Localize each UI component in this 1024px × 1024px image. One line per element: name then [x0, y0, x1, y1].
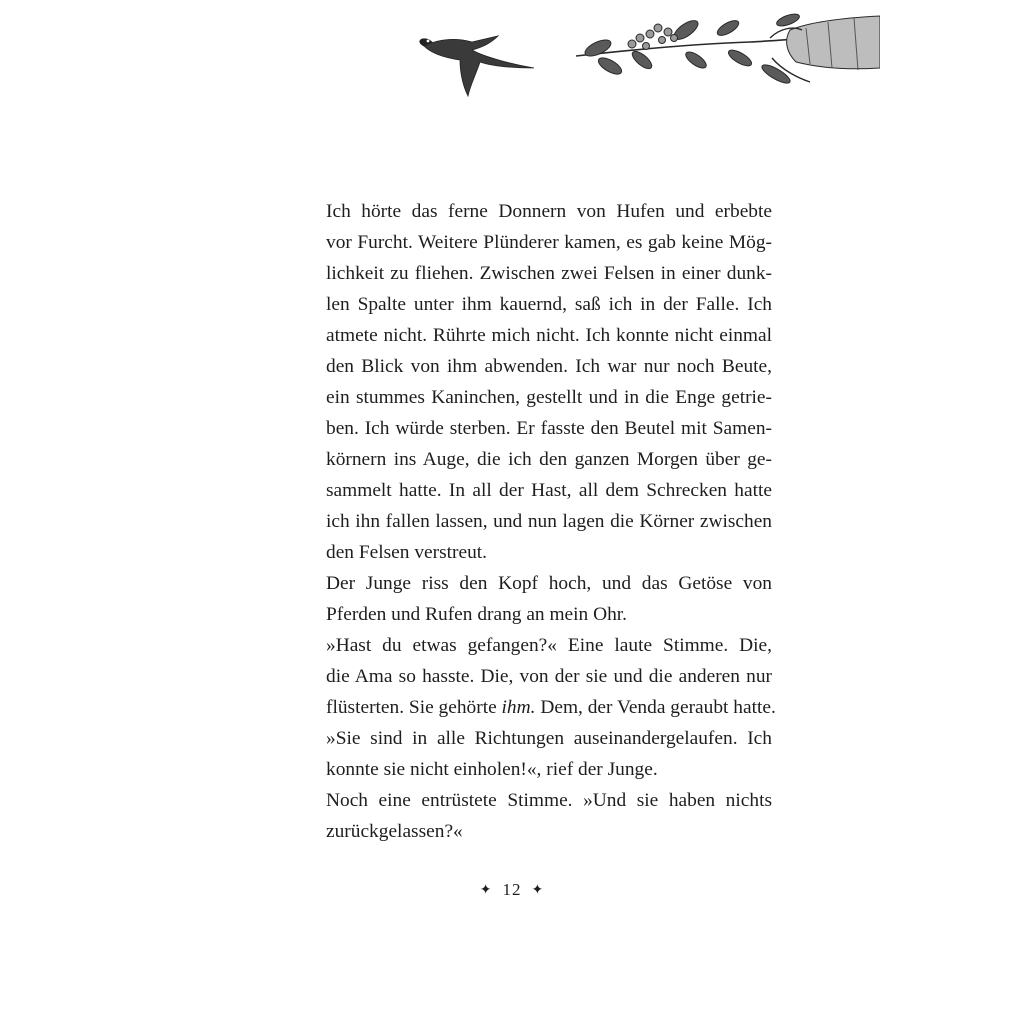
text-line: ben. Ich würde sterben. Er fasste den Beutel mit Samen-: [326, 418, 772, 439]
text-line: den Blick von ihm abwenden. Ich war nur noch Beute,: [326, 356, 772, 377]
page-folio: [0, 880, 1024, 900]
emphasis: ihm.: [501, 697, 536, 718]
paragraph: [302, 723, 772, 785]
text-line: konnte sie nicht einholen!«, rief der Junge.: [326, 759, 658, 780]
text-line: vor Furcht. Weitere Plünderer kamen, es gab keine Mög-: [326, 232, 772, 253]
text-line: »Sie sind in alle Richtungen auseinandergelaufen. Ich: [326, 728, 772, 749]
star-ornament-icon: ✦: [479, 883, 493, 898]
header-ornament: [410, 8, 880, 108]
swallow-icon: [420, 36, 534, 96]
text-line: Ich hörte das ferne Donnern von Hufen und erbebte: [326, 201, 772, 222]
text-run: Dem, der Venda geraubt hatte.: [535, 697, 776, 718]
text-line: zurückgelassen?«: [326, 821, 463, 842]
text-line: atmete nicht. Rührte mich nicht. Ich konnte nicht einmal: [326, 325, 772, 346]
page-number: 12: [502, 880, 522, 899]
paragraph: [302, 196, 772, 568]
paragraph: [302, 630, 776, 723]
text-line: sammelt hatte. In all der Hast, all dem Schrecken hatte: [326, 480, 772, 501]
text-line: »Hast du etwas gefangen?« Eine laute Stimme. Die,: [326, 635, 772, 656]
text-line: körnern ins Auge, die ich den ganzen Morgen über ge-: [326, 449, 772, 470]
text-line: Pferden und Rufen drang an mein Ohr.: [326, 604, 628, 625]
text-line: Noch eine entrüstete Stimme. »Und sie haben nichts: [326, 790, 772, 811]
text-line: [302, 692, 776, 723]
text-line: ich ihn fallen lassen, und nun lagen die Körner zwischen: [326, 511, 772, 532]
body-text: [302, 196, 776, 847]
text-line: len Spalte unter ihm kauernd, saß ich in der Falle. Ich: [326, 294, 772, 315]
text-line: ein stummes Kaninchen, gestellt und in die Enge getrie-: [326, 387, 772, 408]
text-line: lichkeit zu fliehen. Zwischen zwei Felsen in einer dunk-: [326, 263, 772, 284]
text-run: flüsterten. Sie gehörte: [326, 697, 502, 718]
paragraph: [302, 785, 772, 847]
text-line: den Felsen verstreut.: [326, 542, 488, 563]
paragraph: [302, 568, 772, 630]
floral-branch-icon: [576, 12, 880, 87]
text-line: Der Junge riss den Kopf hoch, und das Getöse von: [326, 573, 772, 594]
text-line: die Ama so hasste. Die, von der sie und die anderen nur: [326, 666, 772, 687]
star-ornament-icon: ✦: [531, 883, 545, 898]
